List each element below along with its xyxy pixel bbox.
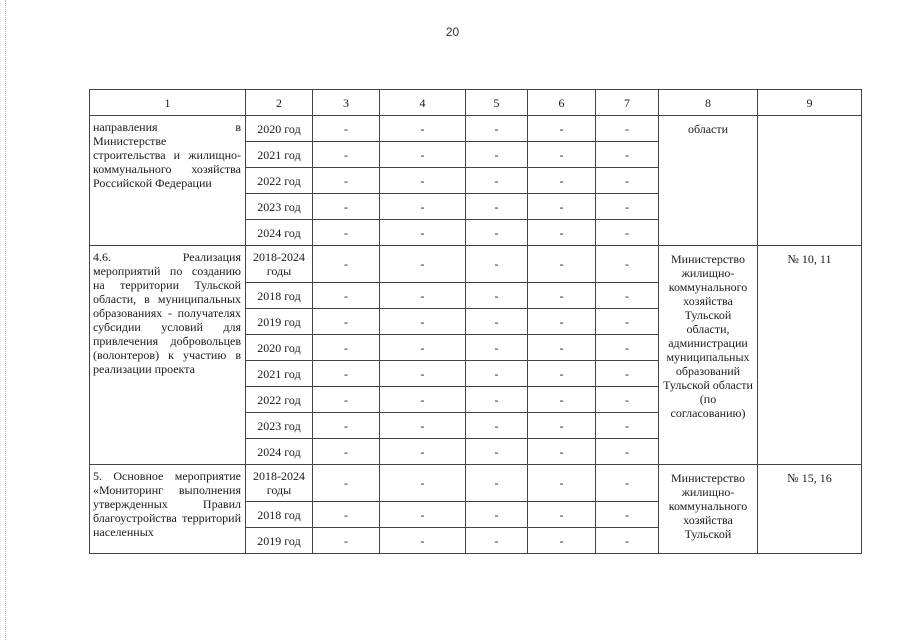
funding-value-cell: - bbox=[596, 439, 659, 465]
executor-cell: Министерство жилищно-коммунального хозяйства Тульской bbox=[659, 465, 758, 554]
funding-value-cell: - bbox=[313, 439, 380, 465]
funding-value-cell: - bbox=[466, 413, 528, 439]
table-row bbox=[90, 116, 862, 142]
col-header-4: 4 bbox=[380, 90, 466, 116]
funding-value-cell: - bbox=[380, 168, 466, 194]
funding-value-cell: - bbox=[528, 413, 596, 439]
funding-value-cell: - bbox=[466, 283, 528, 309]
funding-value-cell: - bbox=[596, 413, 659, 439]
indicator-cell bbox=[758, 116, 862, 246]
funding-value-cell: - bbox=[466, 361, 528, 387]
funding-value-cell: - bbox=[528, 502, 596, 528]
funding-value-cell: - bbox=[466, 465, 528, 502]
funding-value-cell: - bbox=[596, 465, 659, 502]
activity-table bbox=[89, 89, 862, 554]
funding-value-cell: - bbox=[313, 194, 380, 220]
table-row bbox=[90, 465, 862, 502]
period-cell: 2022 год bbox=[246, 168, 313, 194]
activity-description: направления в Министерстве строительства и жилищно-коммунального хозяйства Российской Федерации bbox=[90, 116, 246, 246]
table-row bbox=[90, 246, 862, 283]
col-header-9: 9 bbox=[758, 90, 862, 116]
activity-description: 5. Основное мероприятие «Мониторинг выполнения утвержденных Правил благоустройства территорий населенных bbox=[90, 465, 246, 554]
funding-value-cell: - bbox=[596, 194, 659, 220]
funding-value-cell: - bbox=[313, 413, 380, 439]
funding-value-cell: - bbox=[596, 361, 659, 387]
funding-value-cell: - bbox=[528, 194, 596, 220]
funding-value-cell: - bbox=[528, 168, 596, 194]
period-cell: 2021 год bbox=[246, 361, 313, 387]
funding-value-cell: - bbox=[380, 528, 466, 554]
funding-value-cell: - bbox=[466, 142, 528, 168]
funding-value-cell: - bbox=[313, 387, 380, 413]
funding-value-cell: - bbox=[528, 439, 596, 465]
period-cell: 2019 год bbox=[246, 528, 313, 554]
executor-cell: Министерство жилищно-коммунального хозяйства Тульской области, администрации муниципальных образований Тульской области (по согласованию) bbox=[659, 246, 758, 465]
period-cell: 2024 год bbox=[246, 439, 313, 465]
col-header-7: 7 bbox=[596, 90, 659, 116]
funding-value-cell: - bbox=[528, 387, 596, 413]
funding-value-cell: - bbox=[596, 387, 659, 413]
funding-value-cell: - bbox=[313, 309, 380, 335]
funding-value-cell: - bbox=[596, 246, 659, 283]
funding-value-cell: - bbox=[380, 439, 466, 465]
period-cell: 2023 год bbox=[246, 194, 313, 220]
funding-value-cell: - bbox=[466, 439, 528, 465]
funding-value-cell: - bbox=[313, 246, 380, 283]
col-header-5: 5 bbox=[466, 90, 528, 116]
funding-value-cell: - bbox=[380, 116, 466, 142]
funding-value-cell: - bbox=[596, 502, 659, 528]
funding-value-cell: - bbox=[596, 168, 659, 194]
col-header-3: 3 bbox=[313, 90, 380, 116]
col-header-8: 8 bbox=[659, 90, 758, 116]
period-cell: 2024 год bbox=[246, 220, 313, 246]
funding-value-cell: - bbox=[380, 283, 466, 309]
funding-value-cell: - bbox=[528, 465, 596, 502]
funding-value-cell: - bbox=[313, 465, 380, 502]
funding-value-cell: - bbox=[380, 220, 466, 246]
funding-value-cell: - bbox=[466, 335, 528, 361]
col-header-6: 6 bbox=[528, 90, 596, 116]
funding-value-cell: - bbox=[528, 246, 596, 283]
funding-value-cell: - bbox=[596, 116, 659, 142]
funding-value-cell: - bbox=[380, 502, 466, 528]
indicator-cell: № 10, 11 bbox=[758, 246, 862, 465]
funding-value-cell: - bbox=[466, 246, 528, 283]
period-cell: 2020 год bbox=[246, 335, 313, 361]
funding-value-cell: - bbox=[466, 309, 528, 335]
funding-value-cell: - bbox=[466, 220, 528, 246]
funding-value-cell: - bbox=[466, 194, 528, 220]
funding-value-cell: - bbox=[466, 528, 528, 554]
funding-value-cell: - bbox=[596, 142, 659, 168]
funding-value-cell: - bbox=[528, 335, 596, 361]
funding-value-cell: - bbox=[466, 502, 528, 528]
funding-value-cell: - bbox=[528, 309, 596, 335]
col-header-2: 2 bbox=[246, 90, 313, 116]
funding-value-cell: - bbox=[313, 283, 380, 309]
period-cell: 2018-2024 годы bbox=[246, 246, 313, 283]
funding-value-cell: - bbox=[528, 528, 596, 554]
funding-value-cell: - bbox=[380, 335, 466, 361]
funding-value-cell: - bbox=[313, 168, 380, 194]
funding-value-cell: - bbox=[528, 142, 596, 168]
funding-value-cell: - bbox=[380, 246, 466, 283]
funding-value-cell: - bbox=[380, 387, 466, 413]
funding-value-cell: - bbox=[313, 142, 380, 168]
funding-value-cell: - bbox=[380, 309, 466, 335]
period-cell: 2018 год bbox=[246, 502, 313, 528]
funding-value-cell: - bbox=[596, 528, 659, 554]
funding-value-cell: - bbox=[313, 502, 380, 528]
funding-value-cell: - bbox=[313, 220, 380, 246]
period-cell: 2018 год bbox=[246, 283, 313, 309]
period-cell: 2018-2024 годы bbox=[246, 465, 313, 502]
period-cell: 2022 год bbox=[246, 387, 313, 413]
activity-description: 4.6. Реализация мероприятий по созданию на территории Тульской области, в муниципальных образованиях - получателях субсидии условий для привлечения добровольцев (волонтеров) к участию в реализации проекта bbox=[90, 246, 246, 465]
executor-cell: области bbox=[659, 116, 758, 246]
funding-value-cell: - bbox=[380, 194, 466, 220]
funding-value-cell: - bbox=[596, 309, 659, 335]
header-row bbox=[90, 90, 862, 116]
funding-value-cell: - bbox=[380, 413, 466, 439]
indicator-cell: № 15, 16 bbox=[758, 465, 862, 554]
funding-value-cell: - bbox=[528, 220, 596, 246]
funding-value-cell: - bbox=[380, 465, 466, 502]
funding-value-cell: - bbox=[466, 168, 528, 194]
col-header-1: 1 bbox=[90, 90, 246, 116]
funding-value-cell: - bbox=[528, 116, 596, 142]
funding-value-cell: - bbox=[528, 361, 596, 387]
period-cell: 2019 год bbox=[246, 309, 313, 335]
funding-value-cell: - bbox=[313, 335, 380, 361]
funding-value-cell: - bbox=[313, 361, 380, 387]
funding-value-cell: - bbox=[596, 283, 659, 309]
funding-value-cell: - bbox=[380, 361, 466, 387]
period-cell: 2021 год bbox=[246, 142, 313, 168]
funding-value-cell: - bbox=[313, 116, 380, 142]
funding-value-cell: - bbox=[380, 142, 466, 168]
funding-value-cell: - bbox=[466, 116, 528, 142]
funding-value-cell: - bbox=[313, 528, 380, 554]
scan-edge-marks bbox=[5, 0, 12, 640]
page-number: 20 bbox=[445, 25, 460, 39]
funding-value-cell: - bbox=[596, 335, 659, 361]
funding-value-cell: - bbox=[466, 387, 528, 413]
funding-value-cell: - bbox=[528, 283, 596, 309]
period-cell: 2023 год bbox=[246, 413, 313, 439]
period-cell: 2020 год bbox=[246, 116, 313, 142]
funding-value-cell: - bbox=[596, 220, 659, 246]
